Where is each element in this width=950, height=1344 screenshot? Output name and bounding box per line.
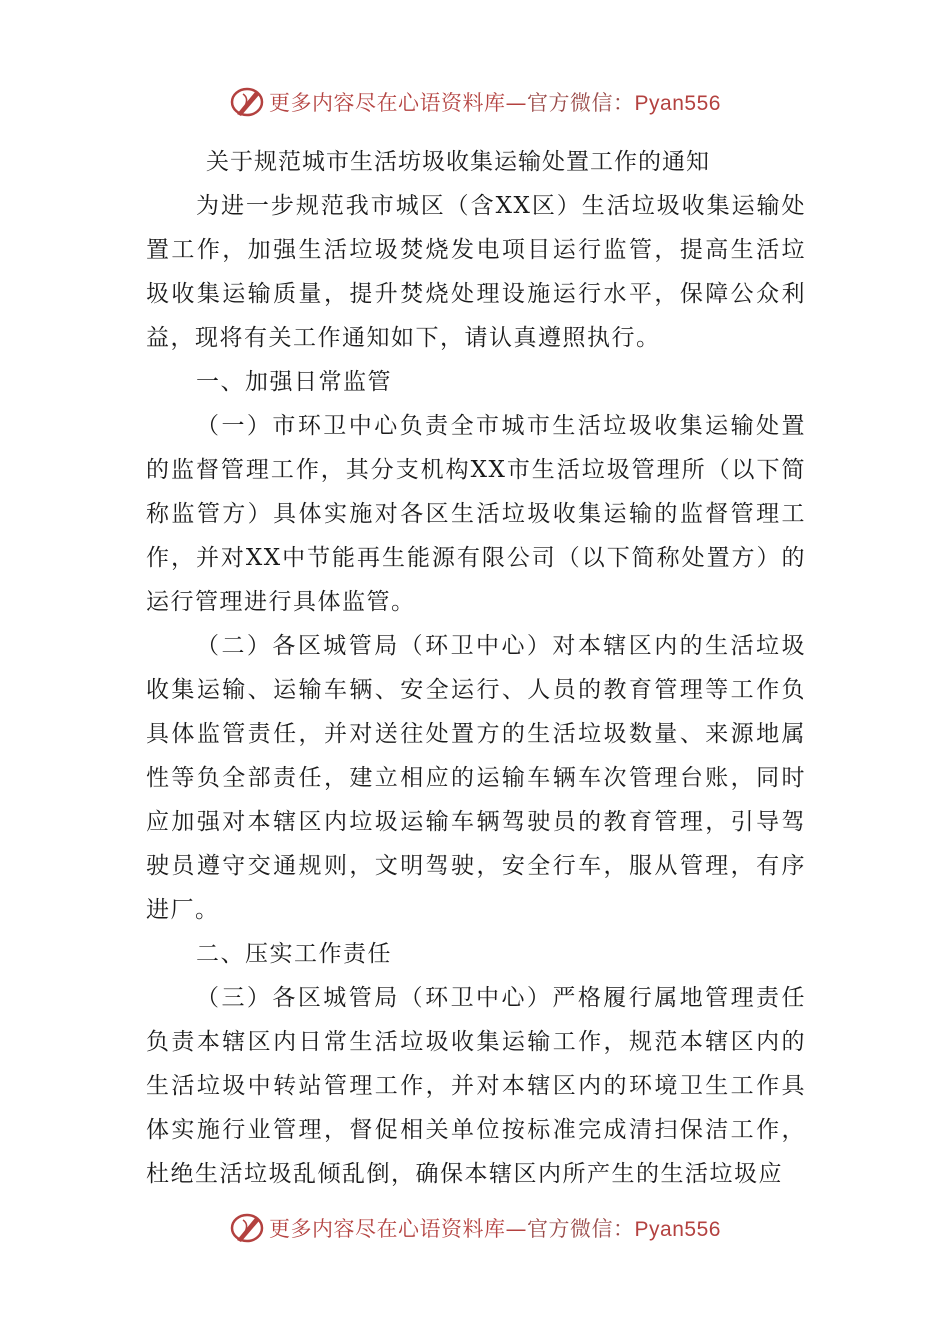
paragraph-3: （三）各区城管局（环卫中心）严格履行属地管理责任负责本辖区内日常生活垃圾收集运输工作，规范本辖区内的生活垃圾中转站管理工作，并对本辖区内的环境卫生工作具体实施行业管理，督促相关单位按标准完成清扫保洁工作，杜绝生活垃圾乱倾乱倒，确保本辖区内所产生的生活垃圾应 — [146, 985, 806, 1187]
section-heading-2: 二、压实工作责任 — [196, 941, 392, 967]
document-title: 关于规范城市生活坊圾收集运输处置工作的通知 — [206, 149, 710, 175]
banner-wechat-label: 官方微信： — [527, 1217, 635, 1241]
pen-logo-icon — [229, 84, 265, 120]
document-body — [146, 140, 806, 1196]
banner-wechat-id: Pyan556 — [634, 1218, 721, 1241]
paragraph-2: （二）各区城管局（环卫中心）对本辖区内的生活垃圾收集运输、运输车辆、安全运行、人员的教育管理等工作负具体监管责任，并对送往处置方的生活垃圾数量、来源地属性等负全部责任，建立相应的运输车辆车次管理台账，同时应加强对本辖区内垃圾运输车辆驾驶员的教育管理，引导驾驶员遵守交通规则，文明驾驶，安全行车，服从管理，有序进厂。 — [146, 633, 806, 923]
header-watermark-banner — [0, 82, 950, 122]
footer-watermark-banner — [0, 1208, 950, 1248]
paragraph-1: （一）市环卫中心负责全市城市生活垃圾收集运输处置的监督管理工作，其分支机构XX市生活垃圾管理所（以下简称监管方）具体实施对各区生活垃圾收集运输的监督管理工作，并对XX中节能再生能源有限公司（以下简称处置方）的运行管理进行具体监管。 — [146, 413, 806, 615]
pen-logo-icon — [229, 1210, 265, 1246]
section-heading-1: 一、加强日常监管 — [196, 369, 392, 395]
intro-paragraph: 为进一步规范我市城区（含XX区）生活垃圾收集运输处置工作，加强生活垃圾焚烧发电项目运行监管，提高生活垃圾收集运输质量，提升焚烧处理设施运行水平，保障公众利益，现将有关工作通知如下，请认真遵照执行。 — [146, 193, 806, 351]
banner-wechat-label: 官方微信： — [527, 91, 635, 115]
banner-text: 更多内容尽在心语资料库— — [269, 91, 528, 115]
banner-text: 更多内容尽在心语资料库— — [269, 1217, 528, 1241]
banner-wechat-id: Pyan556 — [634, 92, 721, 115]
